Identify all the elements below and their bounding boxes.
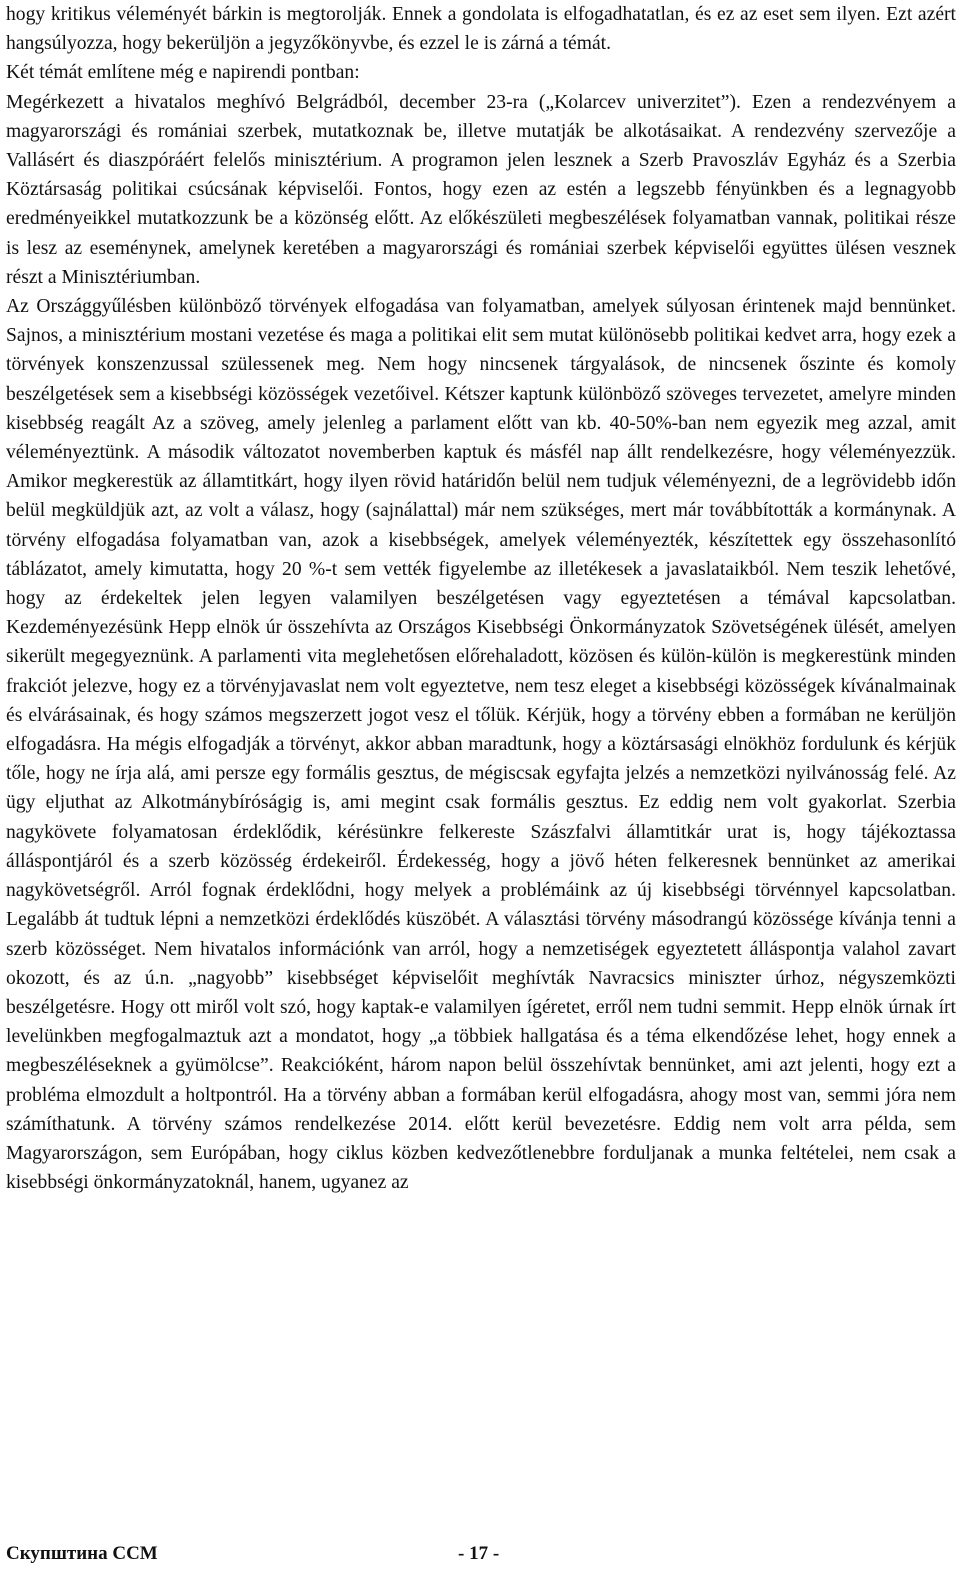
- page-footer: [6, 1543, 956, 1572]
- document-body: [6, 0, 956, 1197]
- paragraph-1: hogy kritikus véleményét bárkin is megtorolják. Ennek a gondolata is elfogadhatatlan, és ez az eset sem ilyen. Ezt azért hangsúlyozza, hogy bekerüljön a jegyzőkönyvbe, és ezzel le is zárná a témát.: [6, 4, 956, 55]
- paragraph-3: Megérkezett a hivatalos meghívó Belgrádból, december 23-ra („Kolarcev univerzitet”). Ezen a rendezvényem a magyarországi és romániai szerbek, mutatkoznak be, illetve mutatják be alkotásaikat. A rendezvény szervezője a Vallásért és diaszpóráért felelős minisztérium. A programon jelen lesznek a Szerb Pravoszláv Egyház és a Szerbia Köztársaság politikai csúcsának képviselői. Fontos, hogy ezen az estén a legszebb fényünkben és a legnagyobb eredményeikkel mutatkozzunk be a közönség előtt. Az előkészületi megbeszélések folyamatban vannak, politikai része is lesz az eseménynek, amelynek keretében a magyarországi és romániai szerbek képviselői együttes ülésen vesznek részt a Minisztériumban.: [6, 91, 956, 288]
- footer-assembly-name: Скупштина ССМ: [6, 1543, 158, 1564]
- paragraph-2: Két témát említene még e napirendi pontban:: [6, 62, 360, 84]
- paragraph-4: Az Országgyűlésben különböző törvények elfogadása van folyamatban, amelyek súlyosan érintenek majd bennünket. Sajnos, a minisztérium mostani vezetése és maga a politikai elit sem mutat különösebb politikai kedvet arra, hogy ezek a törvények konszenzussal szülessenek meg. Nem hogy nincsenek tárgyalások, de nincsenek őszinte és komoly beszélgetések sem a kisebbségi közösségek vezetőivel. Kétszer kaptunk különböző szöveges tervezetet, amelyre minden kisebbség reagált Az a szöveg, amely jelenleg a parlament előtt van kb. 40-50%-ban nem egyezik meg azzal, amit véleményeztünk. A második változatot novemberben kaptuk és másfél nap állt rendelkezésre, hogy véleményezzük. Amikor megkerestük az államtitkárt, hogy ilyen rövid határidőn belül nem tudjuk véleményezni, de a legrövidebb időn belül megküldjük azt, az volt a válasz, hogy (sajnálattal) már nem szükséges, mert már továbbították a kormánynak. A törvény elfogadása folyamatban van, azok a kisebbségek, amelyek véleményezték, készítettek egy összehasonlító táblázatot, amely kimutatta, hogy 20 %-t sem vették figyelembe az illetékesek a javaslataikból. Nem teszik lehetővé, hogy az érdekeltek jelen legyen valamilyen beszélgetésen vagy egyeztetésen a témával kapcsolatban. Kezdeményezésünk Hepp elnök úr összehívta az Országos Kisebbségi Önkormányzatok Szövetségének ülését, amelyen sikerült megegyeznünk. A parlamenti vita meglehetősen előrehaladott, közösen és külön-külön is megkerestünk minden frakciót jelezve, hogy ez a törvényjavaslat nem volt egyeztetve, nem tesz eleget a kisebbségi közösségek kívánalmainak és elvárásainak, és hogy számos megszerzett jogot vesz el tőlük. Kérjük, hogy a törvény ebben a formában ne kerüljön elfogadásra. Ha mégis elfogadják a törvényt, akkor abban maradtunk, hogy a köztársasági elnökhöz fordulunk és kérjük tőle, hogy ne írja alá, ami persze egy formális gesztus, de mégiscsak egyfajta jelzés a nemzetközi nyilvánosság felé. Az ügy eljuthat az Alkotmánybíróságig is, ami megint csak formális gesztus. Ez eddig nem volt gyakorlat. Szerbia nagykövete folyamatosan érdeklődik, kérésünkre felkereste Szászfalvi államtitkár urat is, hogy tájékoztassa álláspontjáról és a szerb közösség érdekeiről. Érdekesség, hogy a jövő héten felkeresnek bennünket az amerikai nagykövetségről. Arról fognak érdeklődni, hogy melyek a problémáink az új kisebbségi törvénnyel kapcsolatban. Legalább át tudtuk lépni a nemzetközi érdeklődés küszöbét. A választási törvény másodrangú közössége kívánja tenni a szerb közösséget. Nem hivatalos információnk van arról, hogy a nemzetiségek egyeztetett álláspontja valahol zavart okozott, és az ú.n. „nagyobb” kisebbséget képviselőit meghívták Navracsics miniszter úrhoz, négyszemközti beszélgetésre. Hogy ott miről volt szó, hogy kaptak-e valamilyen ígéretet, erről nem tudni semmit. Hepp elnök úrnak írt levelünkben megfogalmaztuk azt a mondatot, hogy „a többiek hallgatása és a téma elkendőzése lehet, hogy ennek a megbeszéléseknek a gyümölcse”. Reakcióként, három napon belül összehívtak bennünket, ami azt jelenti, hogy ezt a probléma elmozdult a holtpontról. Ha a törvény abban a formában kerül elfogadásra, ahogy most van, semmi jóra nem számíthatunk. A törvény számos rendelkezése 2014. előtt kerül bevezetésre. Eddig nem volt arra példa, sem Magyarországon, sem Európában, hogy ciklus közben kedvezőtlenebbre forduljanak a munka feltételei, nem csak a kisebbségi önkormányzatoknál, hanem, ugyanez az: [6, 296, 956, 1194]
- footer-page-number: - 17 -: [458, 1543, 500, 1564]
